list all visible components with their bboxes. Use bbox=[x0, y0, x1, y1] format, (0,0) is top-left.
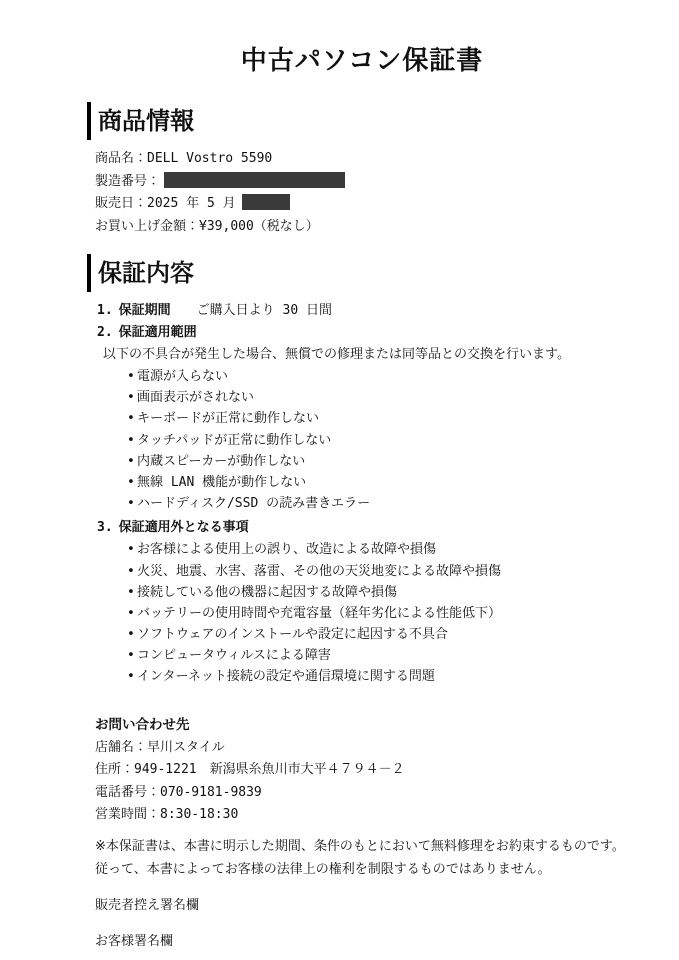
bullet-icon: • bbox=[127, 411, 135, 427]
product-name-value: DELL Vostro 5590 bbox=[147, 151, 273, 166]
list-item-text: 内蔵スピーカーが動作しない bbox=[137, 453, 306, 469]
warranty-scope-label: 保証適用範囲 bbox=[118, 325, 197, 340]
list-item bbox=[127, 496, 629, 511]
list-item bbox=[127, 585, 629, 600]
sale-date-value: 2025 年 5 月 bbox=[147, 196, 236, 211]
list-item-text: 無線 LAN 機能が動作しない bbox=[137, 474, 307, 490]
bullet-icon: • bbox=[127, 648, 135, 664]
bullet-icon: • bbox=[127, 496, 135, 512]
purchase-price-row bbox=[95, 216, 629, 239]
list-item-text: タッチパッドが正常に動作しない bbox=[137, 432, 332, 448]
covered-defects-list bbox=[95, 369, 629, 511]
bullet-icon: • bbox=[127, 542, 135, 558]
contact-shop-name: 店舗名：早川スタイル bbox=[95, 739, 225, 755]
bullet-icon: • bbox=[127, 432, 135, 448]
bullet-icon: • bbox=[127, 563, 135, 579]
list-item bbox=[127, 369, 629, 384]
list-item-text: インターネット接続の設定や通信環境に関する問題 bbox=[137, 669, 435, 685]
list-item-text: ハードディスク/SSD の読み書きエラー bbox=[137, 496, 371, 512]
list-item bbox=[127, 411, 629, 426]
list-item-text: バッテリーの使用時間や充電容量（経年劣化による性能低下） bbox=[137, 605, 502, 621]
list-item-text: 画面表示がされない bbox=[137, 390, 255, 406]
list-item-text: お客様による使用上の誤り、改造による故障や損傷 bbox=[137, 542, 437, 558]
serial-number-label: 製造番号： bbox=[95, 173, 161, 189]
warranty-content-heading: 保証内容 bbox=[87, 254, 629, 292]
list-item-text: 電源が入らない bbox=[137, 369, 229, 384]
bullet-icon: • bbox=[127, 390, 135, 406]
purchase-price-label: お買い上げ金額： bbox=[95, 218, 200, 234]
legal-note-1: ※本保証書は、本書に明示した期間、条件のもとにおいて無料修理をお約束するものです。 bbox=[95, 838, 625, 854]
bullet-icon: • bbox=[127, 584, 135, 600]
bullet-icon: • bbox=[127, 627, 135, 643]
list-item-text: ソフトウェアのインストールや設定に起因する不具合 bbox=[137, 627, 448, 643]
legal-note-2: 従って、本書によってお客様の法律上の権利を制限するものではありません。 bbox=[95, 861, 551, 877]
bullet-icon: • bbox=[127, 369, 135, 384]
sale-date-label: 販売日： bbox=[95, 196, 148, 211]
warranty-period-value: ご購入日より 30 日間 bbox=[196, 303, 332, 318]
bullet-icon: • bbox=[127, 453, 135, 469]
product-info-heading: 商品情報 bbox=[87, 102, 629, 140]
product-name-label: 商品名： bbox=[95, 151, 148, 166]
document-title: 中古パソコン保証書 bbox=[240, 46, 484, 76]
warranty-content-section bbox=[95, 254, 629, 684]
list-item bbox=[127, 606, 629, 621]
seller-signature-label: 販売者控え署名欄 bbox=[95, 897, 200, 913]
warranty-exclusions-label: 保証適用外となる事項 bbox=[118, 520, 249, 536]
serial-number-row bbox=[95, 171, 629, 194]
list-item bbox=[127, 542, 629, 557]
list-item bbox=[127, 454, 629, 469]
list-item bbox=[127, 627, 629, 642]
list-item bbox=[127, 475, 629, 490]
contact-section bbox=[95, 714, 629, 827]
warranty-scope-number: 2. bbox=[97, 325, 113, 340]
warranty-scope-intro: 以下の不具合が発生した場合、無償での修理または同等品との交換を行います。 bbox=[103, 347, 570, 362]
list-item-text: 接続している他の機器に起因する故障や損傷 bbox=[137, 584, 398, 600]
list-item-text: 火災、地震、水害、落雷、その他の天災地変による故障や損傷 bbox=[137, 563, 502, 579]
list-item bbox=[127, 564, 629, 579]
bullet-icon: • bbox=[127, 669, 135, 685]
contact-heading: お問い合わせ先 bbox=[95, 717, 190, 734]
legal-notes-section bbox=[95, 835, 629, 881]
customer-signature-label: お客様署名欄 bbox=[95, 933, 174, 949]
product-info-section bbox=[95, 102, 629, 238]
list-item bbox=[127, 648, 629, 663]
bullet-icon: • bbox=[127, 605, 135, 621]
purchase-price-value: ¥39,000（税なし） bbox=[199, 218, 319, 234]
list-item-text: キーボードが正常に動作しない bbox=[137, 411, 320, 427]
warranty-period-number: 1. bbox=[97, 303, 113, 318]
list-item bbox=[127, 390, 629, 405]
list-item bbox=[127, 669, 629, 684]
contact-phone: 電話番号：070-9181-9839 bbox=[95, 784, 262, 800]
bullet-icon: • bbox=[127, 474, 135, 490]
list-item bbox=[127, 433, 629, 448]
warranty-period-row bbox=[97, 300, 629, 322]
product-name-row bbox=[95, 148, 629, 171]
contact-address: 住所：949-1221 新潟県糸魚川市大平４７９４－２ bbox=[95, 762, 405, 778]
warranty-scope-row bbox=[97, 322, 629, 344]
contact-hours: 営業時間：8:30-18:30 bbox=[95, 807, 239, 823]
list-item-text: コンピュータウィルスによる障害 bbox=[137, 648, 331, 664]
sale-date-row bbox=[95, 193, 629, 216]
serial-number-redaction-bar bbox=[164, 172, 345, 188]
warranty-exclusions-number: 3. bbox=[97, 520, 113, 536]
warranty-period-label: 保証期間 bbox=[118, 303, 171, 318]
exclusions-list bbox=[95, 542, 629, 684]
sale-date-redaction-bar bbox=[242, 194, 290, 210]
product-info-fields bbox=[95, 148, 629, 238]
warranty-exclusions-row bbox=[97, 517, 629, 539]
